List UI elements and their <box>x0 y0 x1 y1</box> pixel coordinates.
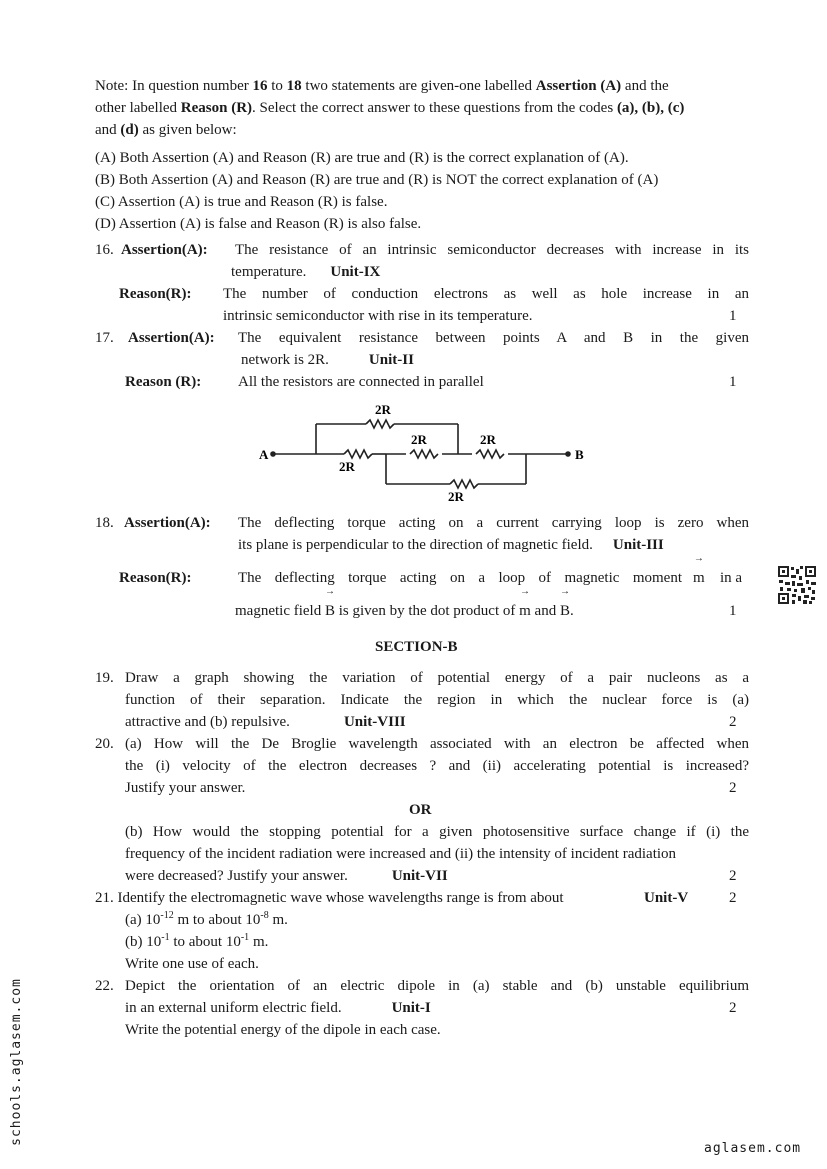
resistor-network-diagram <box>256 398 596 506</box>
q20-marks-b: 2 <box>729 868 737 884</box>
q18-vector-m: → m <box>693 567 705 589</box>
label-r-left: 2R <box>339 459 355 474</box>
q20-line-6: were decreased? Justify your answer. Unit-VII <box>125 868 448 884</box>
node-b-dot <box>565 451 571 457</box>
label-b: B <box>575 447 584 462</box>
q17-assertion-line-2: network is 2R. Unit-II <box>241 352 414 368</box>
q21-marks: 2 <box>729 890 737 906</box>
q17-marks: 1 <box>729 374 737 390</box>
q18-in-a: in a <box>720 570 743 586</box>
q22-line-3: Write the potential energy of the dipole in each case. <box>125 1022 441 1038</box>
q17-number: 17. <box>95 330 114 346</box>
q17-assertion-line-1: The equivalent resistance between points A and B in the given <box>238 330 749 346</box>
watermark-footer: aglasem.com <box>704 1141 802 1156</box>
q22-line-2: in an external uniform electric field. Unit-I <box>125 1000 431 1016</box>
q21-unit: Unit-V <box>644 890 689 906</box>
section-b-heading: SECTION-B <box>375 639 458 655</box>
q18-assertion-line-1: The deflecting torque acting on a current carrying loop is zero when <box>238 515 749 531</box>
q21-option-a: (a) $10^{-12}$ m to about $10^{-8}$ m. <box>125 910 288 928</box>
label-a: A <box>259 447 269 462</box>
q19-line-2: function of their separation. Indicate the region in which the nuclear force is (a) <box>125 692 749 708</box>
q18-assertion-label: Assertion(A): <box>124 515 211 531</box>
q16-assertion-label: Assertion(A): <box>121 242 208 258</box>
option-c: (C) Assertion (A) is true and Reason (R) is false. <box>95 194 388 210</box>
q20-line-3: Justify your answer. <box>125 780 246 796</box>
option-b: (B) Both Assertion (A) and Reason (R) are true and (R) is NOT the correct explanation of (A) <box>95 172 659 188</box>
label-r-top: 2R <box>375 402 391 417</box>
q16-assertion-line-2: temperature. Unit-IX <box>231 264 381 280</box>
q16-reason-label: Reason(R): <box>119 286 192 302</box>
q19-number: 19. <box>95 670 114 686</box>
q21-line-1: 21. Identify the electromagnetic wave whose wavelengths range is from about <box>95 890 564 906</box>
option-d: (D) Assertion (A) is false and Reason (R) is also false. <box>95 216 422 232</box>
note-line-1: Note: In question number 16 to 18 two statements are given-one labelled Assertion (A) and the <box>95 78 669 94</box>
node-a-dot <box>270 451 276 457</box>
q22-number: 22. <box>95 978 114 994</box>
label-r-mid2: 2R <box>480 432 496 447</box>
q18-reason-line-2: magnetic field → B is given by the dot product of → m and → B. <box>235 600 574 622</box>
q16-number: 16. <box>95 242 114 258</box>
q20-line-1: (a) How will the De Broglie wavelength associated with an electron be affected when <box>125 736 749 752</box>
q20-or: OR <box>409 802 432 818</box>
q18-reason-label: Reason(R): <box>119 570 192 586</box>
q18-reason-line-1: The deflecting torque acting on a loop of magnetic moment <box>238 570 682 586</box>
q16-marks: 1 <box>729 308 737 324</box>
label-r-bottom: 2R <box>448 489 464 504</box>
q18-marks: 1 <box>729 603 737 619</box>
q20-line-2: the (i) velocity of the electron decreases ? and (ii) accelerating potential is increased? <box>125 758 749 774</box>
q21-option-b: (b) $10^{-1}$ to about $10^{-1}$ m. <box>125 932 269 950</box>
q17-assertion-label: Assertion(A): <box>128 330 215 346</box>
q21-line-use: Write one use of each. <box>125 956 259 972</box>
q19-line-3: attractive and (b) repulsive. Unit-VIII <box>125 714 406 730</box>
note-line-3: and (d) as given below: <box>95 122 237 138</box>
qr-code <box>777 565 817 605</box>
q16-reason-line-2: intrinsic semiconductor with rise in its temperature. <box>223 308 533 324</box>
q17-reason-label: Reason (R): <box>125 374 202 390</box>
q18-number: 18. <box>95 515 114 531</box>
option-a: (A) Both Assertion (A) and Reason (R) are true and (R) is the correct explanation of (A). <box>95 150 629 166</box>
q20-line-4: (b) How would the stopping potential for a given photosensitive surface change if (i) the <box>125 824 749 840</box>
q20-line-5: frequency of the incident radiation were increased and (ii) the intensity of incident radiation <box>125 846 677 862</box>
q20-marks-a: 2 <box>729 780 737 796</box>
q19-marks: 2 <box>729 714 737 730</box>
q22-line-1: Depict the orientation of an electric dipole in (a) stable and (b) unstable equilibrium <box>125 978 749 994</box>
q22-marks: 2 <box>729 1000 737 1016</box>
q19-line-1: Draw a graph showing the variation of potential energy of a pair nucleons as a <box>125 670 749 686</box>
watermark-side: schools.aglasem.com <box>9 978 24 1146</box>
q17-reason-line-1: All the resistors are connected in parallel <box>238 374 484 390</box>
q16-assertion-line-1: The resistance of an intrinsic semiconductor decreases with increase in its <box>235 242 749 258</box>
q18-assertion-line-2: its plane is perpendicular to the direction of magnetic field. Unit-III <box>238 537 664 553</box>
note-line-2: other labelled Reason (R). Select the correct answer to these questions from the codes (a), (b), (c) <box>95 100 685 116</box>
q16-reason-line-1: The number of conduction electrons as well as hole increase in an <box>223 286 749 302</box>
q20-number: 20. <box>95 736 114 752</box>
label-r-mid1: 2R <box>411 432 427 447</box>
